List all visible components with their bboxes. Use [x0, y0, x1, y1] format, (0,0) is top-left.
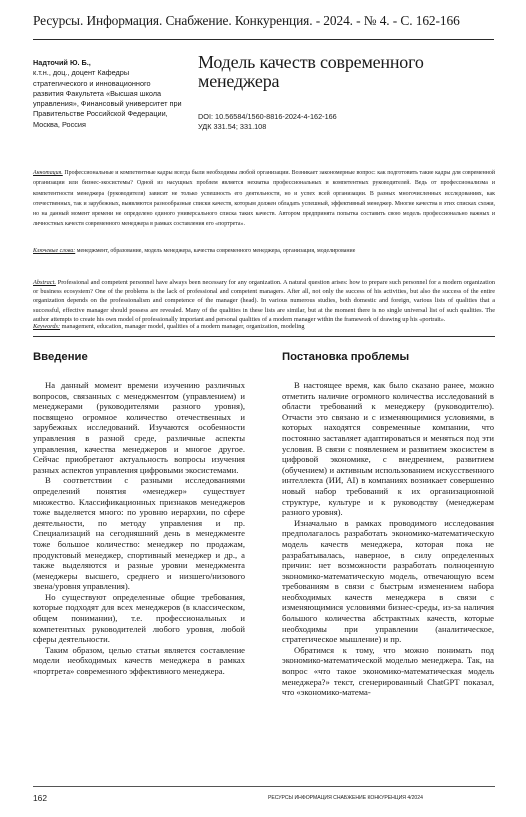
- annotation-text: Профессиональные и компетентные кадры всегда были необходимы любой организации. Возникает закономерные вопрос: как подготовить такие кадры для современной организации или бизнес-экосистемы? Одной из насущных проблем является нехватка профессиональных и компетентных руководителей. Ведь от профессионализма и компетентности менеджера (руководителя) зависит не только успешность его деятельности, но и успех всей организации. В разных многочисленных исследованиях, как отечественных, так и зарубежных, выявляются разнообразные списки качеств, которым должен обладать успешный, эффективный менеджер. Многие качества в этих списках схожи, но на данный момент времени не определено единого универсального списка таких качеств. Автором предпринята попытка составить свою модель профессионально важных и личностных качеств современного менеджера в рамках составления его «портрета».: [33, 170, 495, 228]
- problem-paragraph-1: В настоящее время, как было сказано ранее, можно отметить наличие огромного количества исследований в области требований к менеджеру (руководителю). Отчасти это связано и с изменяющимися условиями, в которых находятся современные компании, что постоянно заставляет адаптироваться и меняться под эти условия. В связи с появлением и развитием экосистем в цифровой экономике, с внедрением, развитием (обучением) и активным использованием искусственного интеллекта (ИИ, AI) в компаниях возникает совершенно новый набор требований к их организационной структуре, культуре и к руководству (менеджерам разного уровня).: [282, 380, 494, 518]
- doi-block: [198, 112, 337, 131]
- intro-heading: Введение: [33, 351, 88, 363]
- intro-paragraph-2: В соответствии с разными исследованиями определений понятия «менеджер» существует множество. Классификационных признаков менеджеров тоже выделяется много: по уровню иерархии, по сфере деятельности, по методу управления и пр. Специализаций на сегодняшний день в менеджменте тоже большое количество: менеджер по продажам, продуктовый менеджер, спортивный менеджер и др., а также выделяются и разные уровни менеджмента (менеджеры высшего, среднего и низшего/низового звена/уровня управления).: [33, 475, 245, 592]
- intro-paragraph-1: На данный момент времени изучению различных вопросов, связанных с менеджментом (управлением) и менеджерами (руководителями разного уровня), посвящено огромное количество отечественных и зарубежных исследований. Изучаются особенности управления в разной среде, различные аспекты управления, качества менеджеров и многое другое. Сейчас приобретают актуальность вопросы изучения разных аспектов управления цифровыми экосистемами.: [33, 380, 245, 475]
- author-affiliation: к.т.н., доц., доцент Кафедры стратегического и инновационного развития Факультета «Высшая школа управления», Финансовый университет при Правительстве Российской Федерации, Москва, Россия: [33, 68, 182, 129]
- annotation-ru: [33, 168, 495, 230]
- keywords-ru: [33, 247, 495, 256]
- udc: УДК 331.54; 331.108: [198, 121, 267, 131]
- problem-paragraph-3: Обратимся к тому, что можно понимать под экономико-математической моделью менеджера. Так, на вопрос «что такое экономико-математическая модель менеджера?» текст, сгенерированный ChatGPT показал, что «экономико-матема-: [282, 644, 494, 698]
- problem-column: [282, 352, 494, 698]
- footer-journal: РЕСУРСЫ ИНФОРМАЦИЯ СНАБЖЕНИЕ КОНКУРЕНЦИЯ 4/2024: [268, 795, 423, 801]
- author-name: Надточий Ю. Б.,: [33, 58, 91, 67]
- annotation-label: Аннотация.: [33, 170, 63, 176]
- keywords-en: [33, 322, 495, 331]
- abstract-en: [33, 278, 495, 324]
- page-number: 162: [33, 793, 47, 803]
- keywords-ru-text: менеджмент, образование, модель менеджера, качества современного менеджера, организация, моделирование: [75, 248, 356, 254]
- keywords-ru-label: Ключевые слова:: [33, 248, 76, 254]
- keywords-en-text: management, education, manager model, qualities of a modern manager, organization, modeling: [60, 323, 305, 330]
- footer-divider: [33, 786, 495, 787]
- author-block: [33, 58, 183, 130]
- keywords-en-label: Keywords:: [33, 323, 61, 330]
- doi: DOI: 10.56584/1560-8816-2024-4-162-166: [198, 112, 337, 121]
- intro-paragraph-4: Таким образом, целью статьи является составление модели необходимых качеств менеджера в рамках «портрета» современного эффективного менеджера.: [33, 644, 245, 677]
- intro-paragraph-3: Но существуют определенные общие требования, которые подходят для всех менеджеров (в классическом, общем понимании), т.е. профессиональных и компетентных руководителей любого уровня, любой сферы деятельности.: [33, 591, 245, 645]
- annotation-divider: [33, 336, 495, 337]
- abstract-label: Abstract.: [33, 279, 56, 286]
- journal-header: Ресурсы. Информация. Снабжение. Конкуренция. - 2024. - № 4. - С. 162-166: [33, 13, 460, 28]
- intro-column: [33, 352, 245, 677]
- problem-heading: Постановка проблемы: [282, 351, 410, 363]
- article-title: Модель качеств современного менеджера: [198, 52, 424, 91]
- header-divider: [33, 39, 494, 40]
- abstract-text: Professional and competent personnel have always been necessary for any organization. A natural question arises: how to prepare such personnel for a modern organization or business ecosystem? One of the problems is the lack of professional and competent managers. After all, not only the success of his activities, but also the success of the entire organization depends on the professionalism and competence of the manager (head). In various numerous studies, both domestic and foreign, various lists of qualities that a successful, effective manager should possess are revealed. Many of the qualities in these lists are similar, but at the moment there is no single universal list of such qualities. The author attempts to create his own model of professionally important and personal qualities of a modern manager within the framework of drawing up his «portrait».: [33, 279, 495, 323]
- problem-paragraph-2: Изначально в рамках проводимого исследования предполагалось разработать экономико-математическую модель качеств менеджера, которая пока не разрабатывалась, наверное, в силу определенных причин: нет возможности разработать полноценную экономико-математическую модель, отвечающую всем требованиям в связи с быстрым изменением набора необходимых качеств менеджера в связи с изменяющимися условиями бизнес-среды, из-за наличия большого количества абстрактных качеств, которые необходимы при управлении (аналитическое, стратегическое мышление) и пр.: [282, 517, 494, 645]
